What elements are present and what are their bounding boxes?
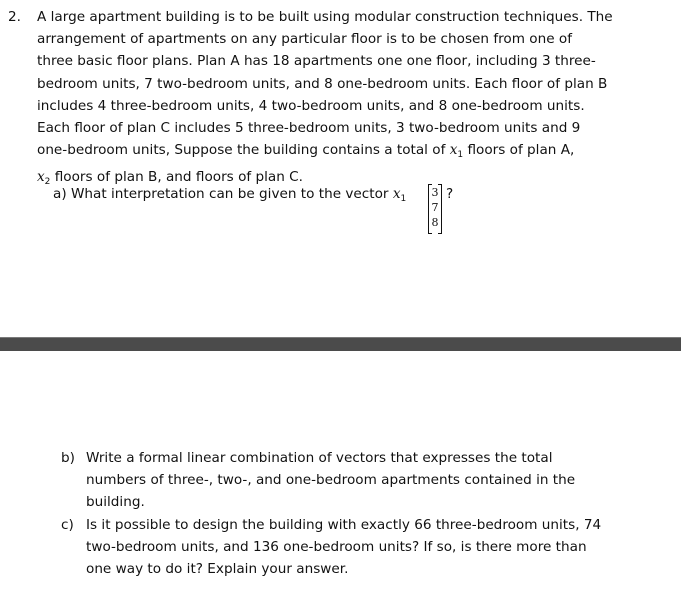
variable-subscript: 1: [457, 150, 464, 161]
question-body: [37, 6, 667, 194]
part-c-line: two-bedroom units, and 136 one-bedroom units? If so, is there more than: [86, 539, 587, 556]
part-a-label: a): [53, 186, 67, 202]
question-line-end: floors of plan B, and floors of plan C.: [50, 169, 303, 186]
part-b-label: b): [61, 450, 75, 466]
vector-entry: 8: [431, 216, 439, 229]
part-a-end: ?: [446, 186, 454, 202]
part-c-line: one way to do it? Explain your answer.: [86, 561, 349, 578]
part-c-label: c): [61, 517, 74, 533]
question-line: three basic floor plans. Plan A has 18 apartments one one floor, including 3 three-: [37, 53, 596, 70]
part-c-text: [86, 514, 646, 581]
variable-x: x: [37, 169, 45, 186]
part-b-line: numbers of three-, two-, and one-bedroom apartments contained in the: [86, 472, 576, 489]
question-line: bedroom units, 7 two-bedroom units, and 8 one-bedroom units. Each floor of plan B: [37, 75, 608, 92]
page-divider: [0, 337, 681, 351]
question-line: A large apartment building is to be built using modular construction techniques. The: [37, 9, 613, 25]
question-line-text: one-bedroom units, Suppose the building contains a total of: [37, 142, 446, 159]
part-b-text: [86, 447, 646, 514]
part-b-line: Write a formal linear combination of vectors that expresses the total: [86, 450, 553, 466]
question-line: Each floor of plan C includes 5 three-bedroom units, 3 two-bedroom units and 9: [37, 120, 581, 137]
part-c-line: Is it possible to design the building with exactly 66 three-bedroom units, 74: [86, 517, 602, 533]
question-line-end: floors of plan A,: [463, 142, 575, 159]
variable-x: x: [392, 186, 401, 202]
vector-entry: 3: [431, 186, 439, 199]
column-vector: [428, 184, 442, 234]
variable-x: x: [449, 142, 458, 159]
question-line: includes 4 three-bedroom units, 4 two-bedroom units, and 8 one-bedroom units.: [37, 97, 585, 114]
part-b-line: building.: [86, 494, 145, 511]
question-line: arrangement of apartments on any particular floor is to be chosen from one of: [37, 31, 573, 48]
variable-subscript: 1: [400, 194, 407, 204]
question-line-x1: [37, 139, 667, 166]
part-a-text: What interpretation can be given to the vector: [70, 186, 389, 202]
question-number: 2.: [8, 9, 21, 25]
variable-subscript: 2: [44, 177, 51, 188]
part-a: [53, 186, 406, 204]
vector-entry: 7: [431, 201, 439, 214]
